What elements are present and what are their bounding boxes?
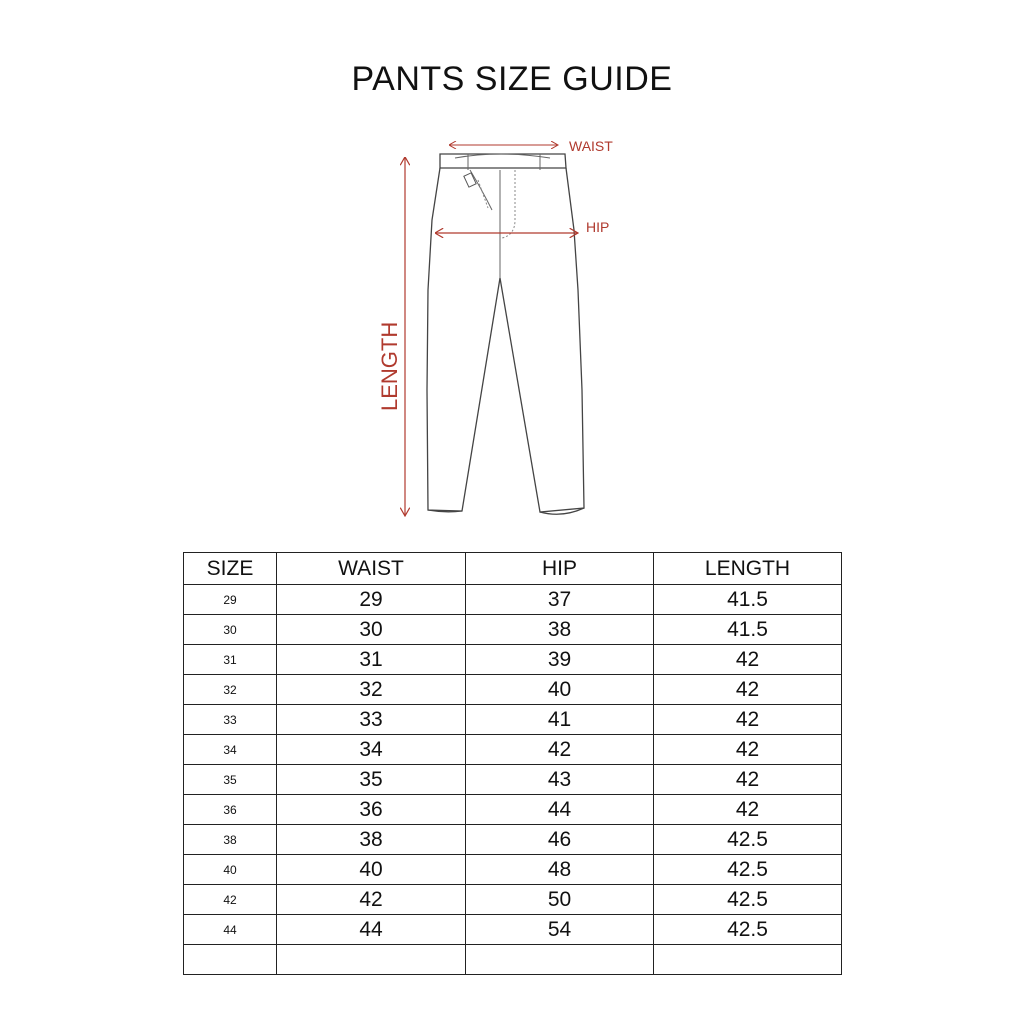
cell-size: 35 (184, 765, 277, 795)
cell-length: 41.5 (654, 585, 842, 615)
cell-waist: 35 (277, 765, 466, 795)
table-row (184, 915, 842, 945)
cell-size: 40 (184, 855, 277, 885)
table-header-row (184, 553, 842, 585)
header-waist: WAIST (277, 553, 466, 585)
cell-size: 38 (184, 825, 277, 855)
cell-waist: 42 (277, 885, 466, 915)
cell-size: 36 (184, 795, 277, 825)
table-row (184, 855, 842, 885)
pants-outline (427, 168, 584, 512)
cell-waist: 29 (277, 585, 466, 615)
table-row (184, 735, 842, 765)
page-title: PANTS SIZE GUIDE (351, 60, 673, 98)
hip-label: HIP (586, 219, 610, 235)
cell-waist: 33 (277, 705, 466, 735)
cell-hip: 54 (466, 915, 654, 945)
table-row (184, 585, 842, 615)
table-row (184, 705, 842, 735)
waistband (440, 154, 566, 168)
cell-hip: 44 (466, 795, 654, 825)
cell-length: 42 (654, 735, 842, 765)
cell-length: 42 (654, 795, 842, 825)
waist-label: WAIST (569, 138, 613, 154)
table-row (184, 765, 842, 795)
table-row (184, 645, 842, 675)
cell-waist: 32 (277, 675, 466, 705)
cell-length (654, 945, 842, 975)
cell-size: 42 (184, 885, 277, 915)
table-row (184, 795, 842, 825)
cell-size (184, 945, 277, 975)
table-row (184, 885, 842, 915)
table-row (184, 615, 842, 645)
cell-hip: 46 (466, 825, 654, 855)
cell-hip: 42 (466, 735, 654, 765)
cell-waist: 36 (277, 795, 466, 825)
cell-waist: 40 (277, 855, 466, 885)
cell-length: 42.5 (654, 885, 842, 915)
cell-hip: 39 (466, 645, 654, 675)
size-table (183, 552, 842, 975)
header-length: LENGTH (654, 553, 842, 585)
cell-hip: 48 (466, 855, 654, 885)
pants-diagram (360, 130, 640, 530)
length-label: LENGTH (377, 321, 402, 411)
cell-length: 42 (654, 705, 842, 735)
cell-length: 42 (654, 645, 842, 675)
cell-waist: 30 (277, 615, 466, 645)
cell-length: 42 (654, 675, 842, 705)
cell-hip: 43 (466, 765, 654, 795)
cell-waist: 34 (277, 735, 466, 765)
cell-length: 42 (654, 765, 842, 795)
header-size: SIZE (184, 553, 277, 585)
cell-size: 31 (184, 645, 277, 675)
cell-length: 41.5 (654, 615, 842, 645)
table-row-empty (184, 945, 842, 975)
cell-size: 29 (184, 585, 277, 615)
cell-waist: 44 (277, 915, 466, 945)
cell-size: 44 (184, 915, 277, 945)
header-hip: HIP (466, 553, 654, 585)
cell-size: 34 (184, 735, 277, 765)
cell-waist: 38 (277, 825, 466, 855)
cell-hip (466, 945, 654, 975)
cell-length: 42.5 (654, 855, 842, 885)
cell-hip: 37 (466, 585, 654, 615)
table-row (184, 675, 842, 705)
cell-length: 42.5 (654, 825, 842, 855)
cell-hip: 40 (466, 675, 654, 705)
cell-length: 42.5 (654, 915, 842, 945)
cell-hip: 50 (466, 885, 654, 915)
cell-size: 32 (184, 675, 277, 705)
cell-hip: 41 (466, 705, 654, 735)
cell-waist: 31 (277, 645, 466, 675)
cell-waist (277, 945, 466, 975)
cell-size: 30 (184, 615, 277, 645)
cell-hip: 38 (466, 615, 654, 645)
table-row (184, 825, 842, 855)
cell-size: 33 (184, 705, 277, 735)
